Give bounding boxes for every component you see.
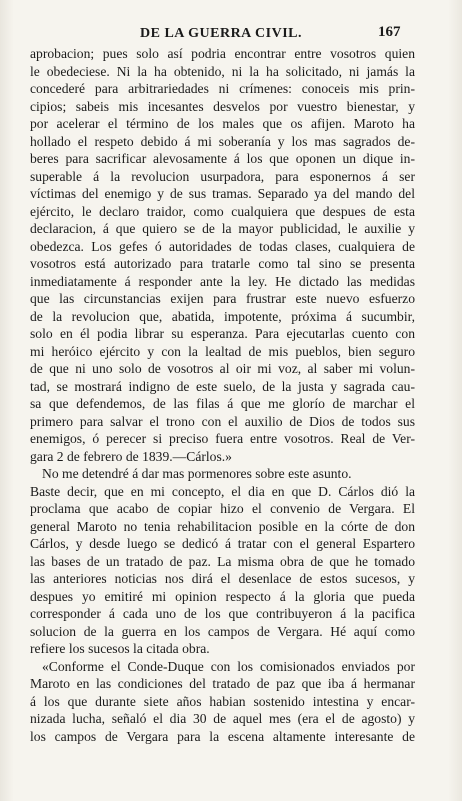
running-title: DE LA GUERRA CIVIL. xyxy=(140,26,302,41)
text-line: solo en él podia librar su esperanza. Para ejecutarlas cuento con xyxy=(30,326,415,341)
text-line: víctimas del enemigo y de sus tramas. Separado ya del mando del xyxy=(30,186,415,201)
text-line: solucion de la guerra en los campos de Vergara. Hé aquí como xyxy=(30,623,415,639)
text-line: mi heróico ejército y con la lealtad de mis pueblos, bien seguro xyxy=(30,343,415,359)
page-header xyxy=(0,20,462,42)
text-line: despues yo emitiré mi opinion respecto á la gloria que pueda xyxy=(30,588,415,604)
text-line: los campos de Vergara para la escena altamente interesante de xyxy=(30,728,415,744)
text-line: No me detendré á dar mas pormenores sobre este asunto. xyxy=(42,466,352,481)
text-line: por acelerar el término de los males que os afijen. Maroto ha xyxy=(30,116,415,131)
text-line: Baste decir, que en mi concepto, el dia en que D. Cárlos dió la xyxy=(30,483,415,499)
text-line: cipios; sabeis mis incesantes desvelos por vuestro bienestar, y xyxy=(30,98,415,114)
text-line: declaracion, á que quiero se de la mayor publicidad, le auxilie y xyxy=(30,221,415,236)
text-line: beres para sacrificar alevosamente á los que oponen un dique in- xyxy=(30,151,415,166)
text-line: aprobacion; pues solo así podria encontrar entre vosotros quien xyxy=(30,46,415,61)
text-line: primero para salvar el trono con el auxilio de Dios de todos sus xyxy=(30,413,415,429)
body-text xyxy=(30,45,415,745)
text-line: á los que durante siete años habian sostenido intestina y encar- xyxy=(30,693,415,709)
text-line: vosotros está autorizado para tratarle como tal sino se presenta xyxy=(30,256,415,271)
text-line: concederé para arbitrariedades ni crímenes: conoceis mis prin- xyxy=(30,81,415,96)
text-line: general Maroto no tenia rehabilitacion posible en la córte de don xyxy=(30,518,415,534)
text-line: corresponder á cada uno de los que contribuyeron á la pacifica xyxy=(30,606,415,621)
text-line: inmediatamente á responder ante la ley. He dictado las medidas xyxy=(30,273,415,289)
text-line: refiere los sucesos la citada obra. xyxy=(30,641,210,656)
text-line: Cárlos, y desde luego se dedicó á tratar con el general Espartero xyxy=(30,536,415,551)
text-line: de que ni uno solo de vosotros al oir mi voz, al saber mi volun- xyxy=(30,361,415,376)
text-line: las anteriores noticias nos dirá el desenlace de estos sucesos, y xyxy=(30,571,415,586)
text-line: tad, se mostrará indigno de este suelo, de la justa y sagrada cau- xyxy=(30,378,415,394)
text-line: sa que defendemos, de las filas á que me glorío de marchar el xyxy=(30,396,415,411)
text-line: gara 2 de febrero de 1839.—Cárlos.» xyxy=(30,448,232,464)
text-line: Maroto en las condiciones del tratado de paz que iba á hermanar xyxy=(30,676,415,691)
page-number: 167 xyxy=(378,24,401,40)
text-line: le obedeciese. Ni la ha obtenido, ni la ha solicitado, ni jamás la xyxy=(30,63,415,79)
text-line: ejército, le declaro traidor, como cualquiera que despues de esta xyxy=(30,203,415,219)
text-line: proclama que acabo de copiar hizo el convenio de Vergara. El xyxy=(30,501,415,516)
text-line: de la revolucion que, abatida, impotente, próxima á sucumbir, xyxy=(30,308,415,324)
text-line: las bases de un tratado de paz. La misma obra de que he tomado xyxy=(30,553,415,569)
text-line: nizada lucha, señaló el dia 30 de aquel mes (era el de agosto) y xyxy=(30,711,415,726)
text-line: hollado el respeto debido á mi soberanía y los mas sagrados de- xyxy=(30,133,415,149)
text-line: que las circunstancias exijen para frustrar este nuevo esfuerzo xyxy=(30,291,415,306)
text-line: obedezca. Los gefes ó autoridades de todas clases, cualquiera de xyxy=(30,238,415,254)
text-line: superable á la revolucion usurpadora, para esponernos á ser xyxy=(30,168,415,184)
text-line: enemigos, ó perecer si preciso fuera entre vosotros. Real de Ver- xyxy=(30,431,415,446)
text-line: «Conforme el Conde-Duque con los comisionados enviados por xyxy=(42,658,415,674)
